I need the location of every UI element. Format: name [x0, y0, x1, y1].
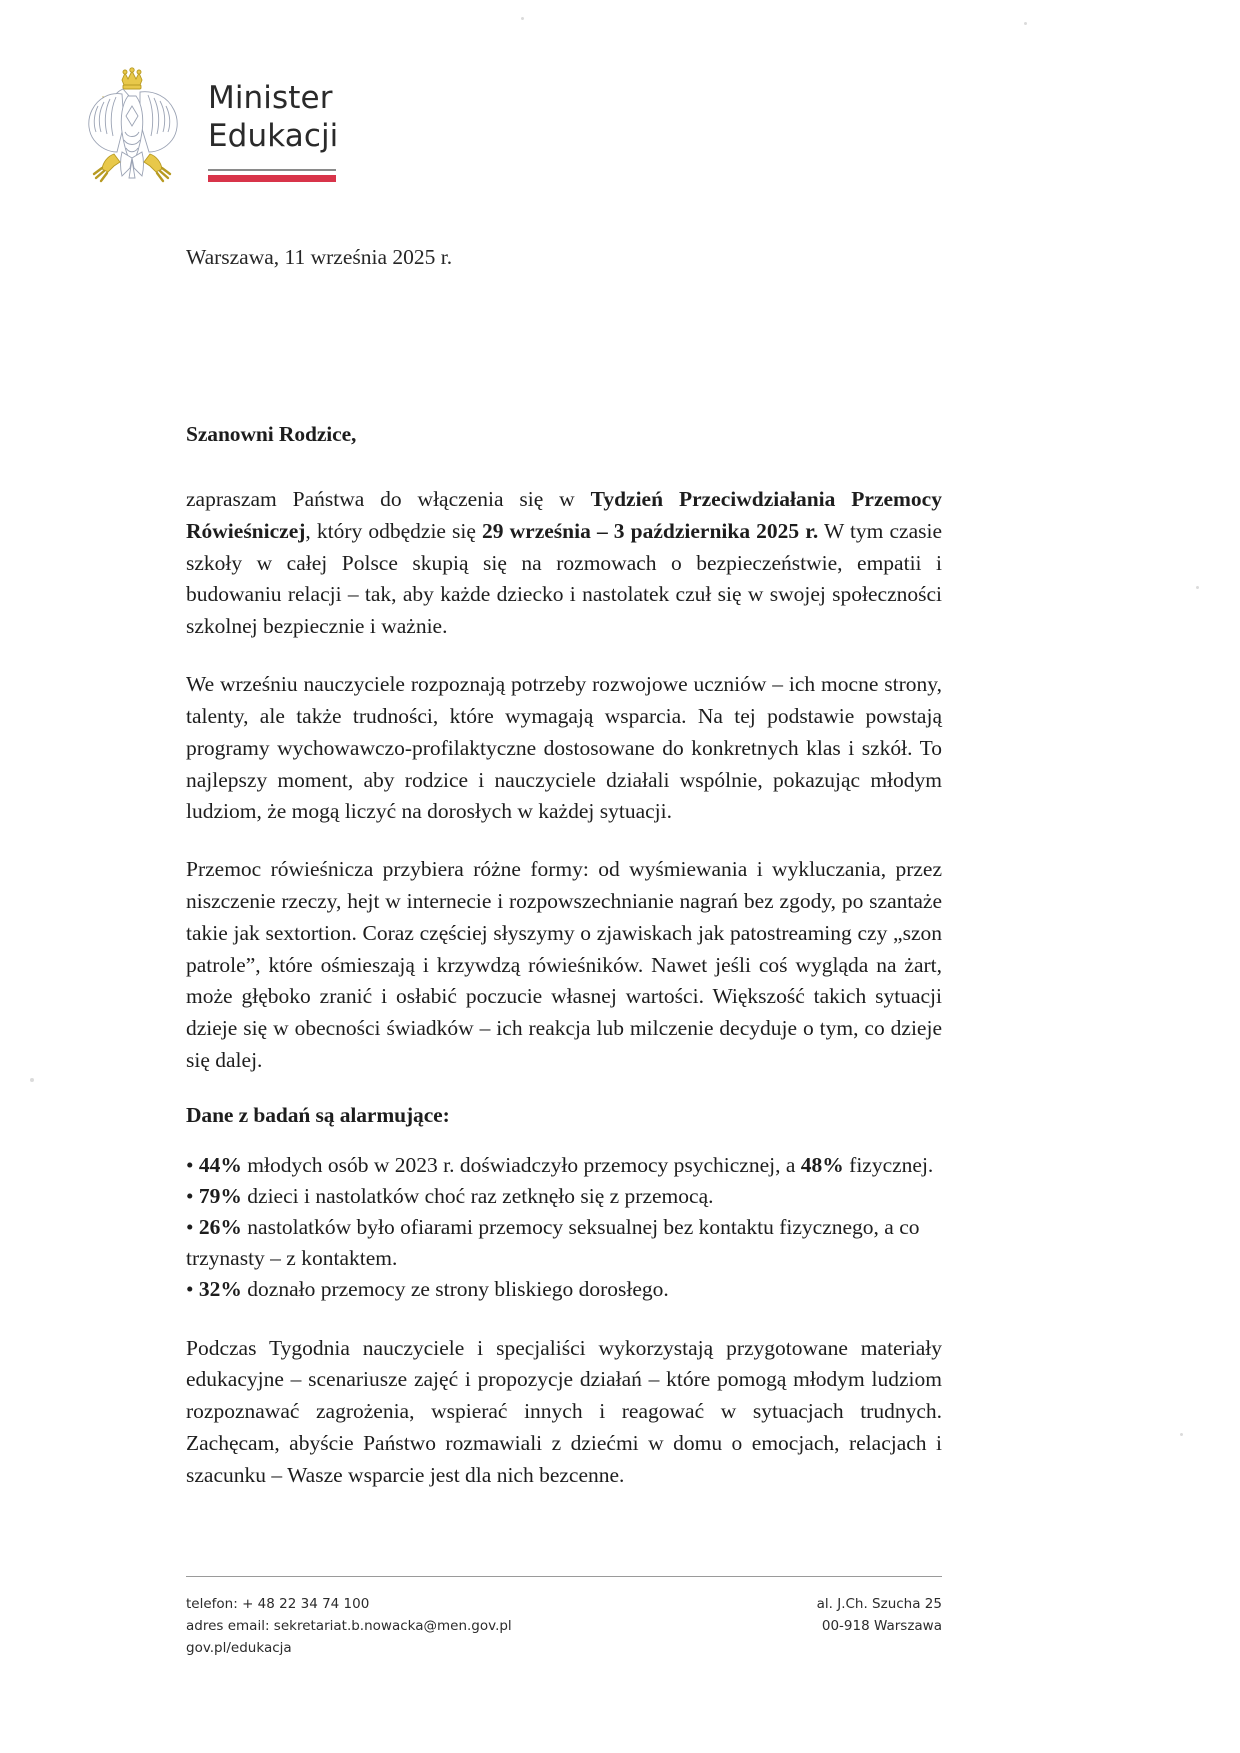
stat-value-primary: 79% [198, 1183, 242, 1208]
footer-address-block [817, 1594, 942, 1638]
stat-value-secondary: 48% [800, 1152, 844, 1177]
stat-text: młodych osób w 2023 r. doświadczyło przemocy psychicznej, a [241, 1152, 801, 1177]
bullet-marker: • [186, 1276, 194, 1301]
list-item [186, 1181, 942, 1212]
stat-text: doznało przemocy ze strony bliskiego dorosłego. [241, 1276, 669, 1301]
p1-seg3: W tym czasie szkoły w całej Polsce skupią się na rozmowach o bezpieczeństwie, empatii i budowaniu relacji – tak, aby każde dziecko i nastolatek czuł się w swojej społeczności szkolnej bezpiecznie i ważnie. [186, 518, 943, 639]
scan-speck [1024, 22, 1027, 25]
paragraph-2: We wrześniu nauczyciele rozpoznają potrzeby rozwojowe uczniów – ich mocne strony, talenty, ale także trudności, które wymagają wsparcia. Na tej podstawie powstają programy wychowawczo-profilaktyczne dostosowane do konkretnych klas i szkół. To najlepszy moment, aby rodzice i nauczyciele działali wspólnie, pokazując młodym ludziom, że mogą liczyć na dorosłych w każdej sytuacji. [186, 672, 942, 824]
footer-phone: telefon: + 48 22 34 74 100 [186, 1596, 370, 1612]
place-and-date: Warszawa, 11 września 2025 r. [186, 245, 453, 269]
footer-city: 00-918 Warszawa [821, 1617, 942, 1634]
brand-title-line-1: Minister [208, 80, 333, 116]
polish-eagle-emblem [78, 62, 186, 190]
bullet-marker: • [186, 1152, 194, 1177]
bullet-marker: • [186, 1183, 194, 1208]
footer-columns [186, 1594, 942, 1660]
p1-bold-event-name: Tydzień Przeciwdziałania Przemocy Rówieśniczej [186, 487, 942, 543]
stat-value-primary: 44% [198, 1152, 242, 1177]
stat-value-primary: 26% [198, 1214, 242, 1239]
footer-divider [186, 1576, 942, 1577]
letterhead [78, 62, 338, 190]
list-item [186, 1274, 942, 1305]
footer-contact-block [186, 1594, 512, 1660]
stat-text: nastolatków było ofiarami przemocy seksualnej bez kontaktu fizycznego, a co trzynasty – z kontaktem. [186, 1214, 920, 1270]
brand-rule-red [208, 175, 336, 182]
list-item [186, 1150, 942, 1181]
p1-seg2: , który odbędzie się [305, 518, 483, 543]
paragraph-1 [186, 484, 942, 643]
brand-rule-grey [208, 169, 336, 171]
footer [186, 1576, 942, 1660]
footer-website[interactable]: gov.pl/edukacja [186, 1639, 292, 1656]
letter-body [186, 243, 942, 1518]
stats-list [186, 1150, 942, 1305]
footer-email: adres email: sekretariat.b.nowacka@men.gov.pl [186, 1617, 512, 1634]
stats-heading: Dane z badań są alarmujące: [186, 1102, 450, 1127]
list-item [186, 1212, 942, 1274]
salutation: Szanowni Rodzice, [186, 422, 357, 447]
brand-title-line-2: Edukacji [208, 117, 339, 154]
stat-text-end: fizycznej. [843, 1152, 934, 1177]
stat-text: dzieci i nastolatków choć raz zetknęło się z przemocą. [241, 1183, 714, 1208]
paragraph-4: Podczas Tygodnia nauczyciele i specjaliści wykorzystają przygotowane materiały edukacyjne – scenariusze zajęć i propozycje działań – które pomogą młodym ludziom rozpoznawać zagrożenia, wspierać innych i reagować w sytuacjach trudnych. Zachęcam, abyście Państwo rozmawiali z dziećmi w domu o emocjach, relacjach i szacunku – Wasze wsparcie jest dla nich bezcenne. [186, 1335, 942, 1487]
p1-bold-dates: 29 września – 3 października 2025 r. [482, 518, 819, 543]
paragraph-3: Przemoc rówieśnicza przybiera różne formy: od wyśmiewania i wykluczania, przez niszczenie rzeczy, hejt w internecie i rozpowszechnianie nagrań bez zgody, po szantaże takie jak sextortion. Coraz częściej słyszymy o zjawiskach jak patostreaming czy „szon patrole”, które ośmieszają i krzywdzą rówieśników. Nawet jeśli coś wygląda na żart, może głęboko zranić i osłabić poczucie własnej wartości. Większość takich sytuacji dzieje się w obecności świadków – ich reakcja lub milczenie decyduje o tym, co dzieje się dalej. [186, 857, 942, 1073]
scan-speck [521, 17, 524, 20]
scan-speck [1196, 586, 1199, 589]
p1-seg1: zapraszam Państwa do włączenia się w [186, 487, 591, 512]
scan-speck [30, 1078, 34, 1082]
brand-title [208, 62, 338, 182]
brand-rules [208, 169, 336, 182]
stat-value-primary: 32% [198, 1276, 242, 1301]
bullet-marker: • [186, 1214, 194, 1239]
footer-street: al. J.Ch. Szucha 25 [816, 1596, 942, 1612]
scan-speck [1180, 1433, 1183, 1436]
